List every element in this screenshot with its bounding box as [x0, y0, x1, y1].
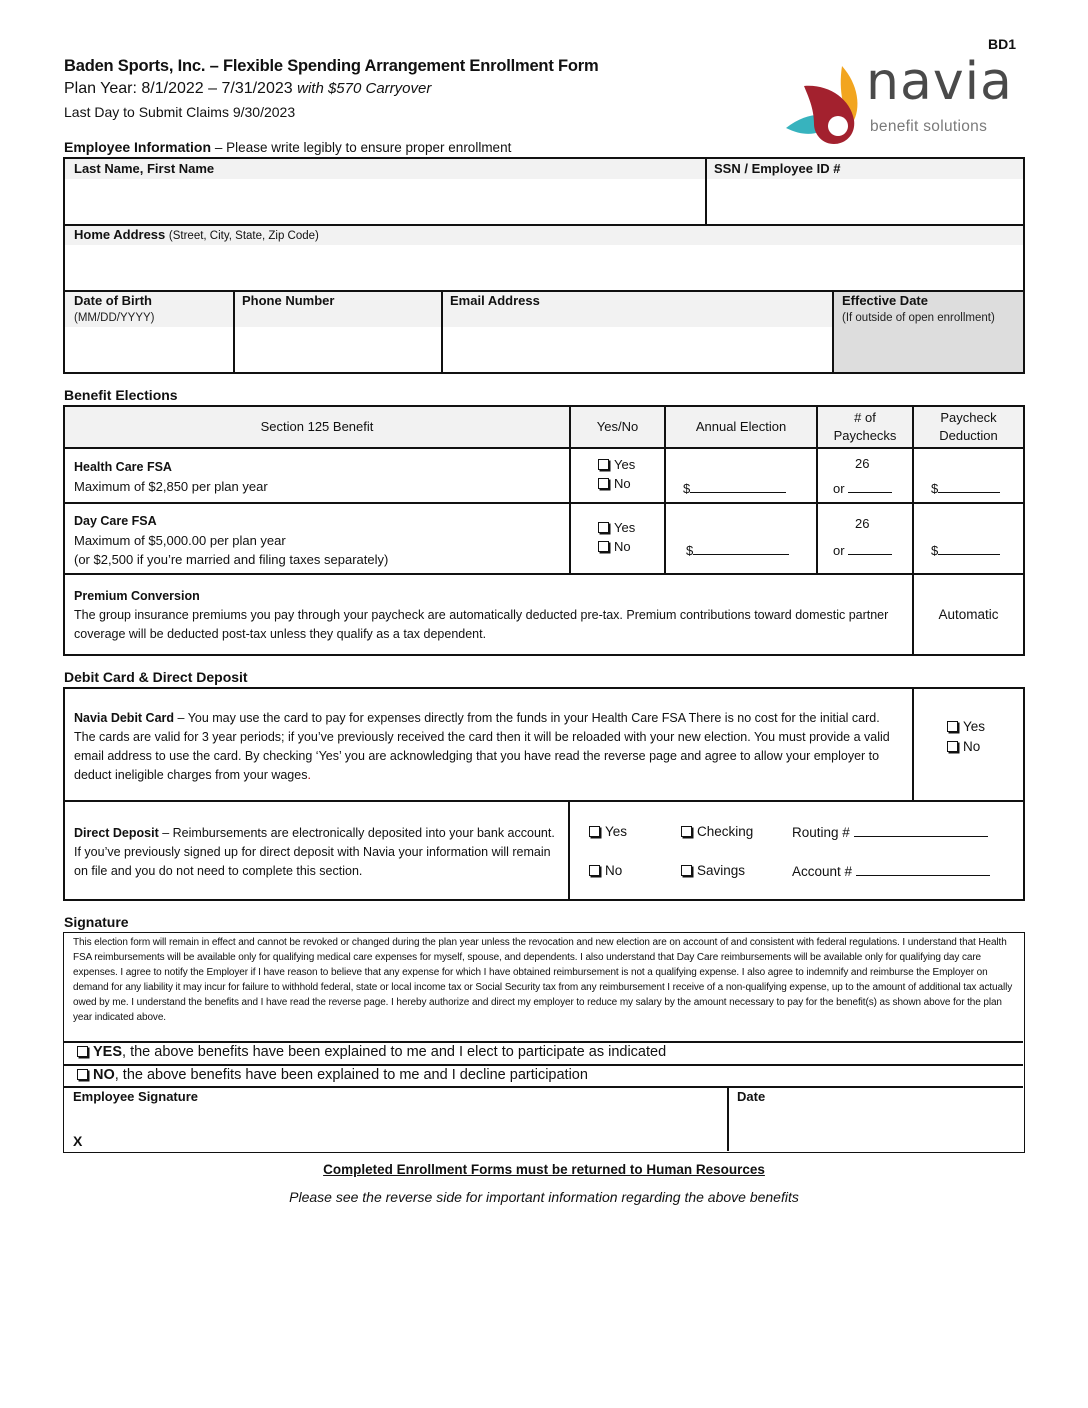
savings-checkbox[interactable] [681, 863, 745, 878]
health-fsa-no-checkbox[interactable] [598, 476, 631, 491]
logo-tagline: benefit solutions [870, 118, 988, 135]
address-label-note: (Street, City, State, Zip Code) [168, 230, 319, 242]
checkbox-label: Savings [697, 863, 746, 878]
debit-deposit-table [63, 687, 1025, 901]
col-header-deduction-line1: Paycheck [940, 410, 997, 425]
daycare-fsa-yes-checkbox[interactable] [598, 520, 635, 535]
checkbox-icon [589, 826, 600, 837]
ssn-field[interactable] [707, 179, 1023, 224]
date-label: Date [737, 1089, 766, 1104]
elect-yes-text: , the above benefits have been explained to me and I elect to participate as indicated [122, 1044, 667, 1060]
reverse-side-note: Please see the reverse side for important information regarding the above benefits [289, 1189, 799, 1205]
dollar-sign: $ [931, 543, 939, 558]
return-instructions [0, 1162, 1088, 1177]
col-header-benefit: Section 125 Benefit [65, 407, 569, 447]
debit-card-text: – You may use the card to pay for expenses directly from the funds in your Health Care FSA There is no cost for the initial card. The cards are valid for 3 year periods; if you’ve previously received the card then it will be reloaded with your new election. You must provide a valid email address to use the card. By checking ‘Yes’ you are acknowledging that you have read the reverse page and agree to allow your employer to deduct ineligible charges from your wages [74, 711, 890, 782]
health-fsa-name: Health Care FSA [74, 460, 172, 474]
checkbox-icon [681, 826, 692, 837]
elect-yes-bold: YES [93, 1044, 123, 1060]
table-row-daycare-fsa [74, 512, 388, 569]
checkbox-label: Yes [963, 719, 986, 734]
table-row-premium-conversion [74, 587, 894, 644]
checkbox-label: Yes [614, 457, 636, 472]
benefit-elections-heading: Benefit Elections [64, 387, 178, 403]
name-label: Last Name, First Name [74, 161, 215, 176]
daycare-fsa-deduction-field[interactable] [931, 542, 1000, 558]
checkbox-label: No [614, 539, 631, 554]
signature-table [63, 932, 1025, 1153]
email-label: Email Address [450, 293, 540, 308]
health-fsa-paychecks-field[interactable] [833, 480, 892, 496]
address-field[interactable] [65, 245, 1023, 290]
checkbox-icon [589, 865, 600, 876]
daycare-fsa-note: (or $2,500 if you’re married and filing taxes separately) [74, 552, 389, 567]
debit-card-no-checkbox[interactable] [947, 739, 980, 754]
employee-signature-label: Employee Signature [73, 1089, 198, 1104]
health-fsa-yes-checkbox[interactable] [598, 457, 635, 472]
checkbox-icon [598, 478, 609, 489]
or-label: or [833, 481, 845, 496]
debit-card-title: Navia Debit Card [74, 711, 175, 725]
dollar-sign: $ [686, 543, 694, 558]
checkbox-label: No [614, 476, 631, 491]
effective-date-label: Effective Date [842, 293, 928, 308]
health-fsa-deduction-field[interactable] [931, 480, 1000, 496]
col-header-yes-no: Yes/No [571, 407, 664, 447]
health-fsa-paychecks-default: 26 [855, 456, 870, 471]
daycare-fsa-paychecks-default: 26 [855, 516, 870, 531]
table-row-health-fsa [74, 458, 268, 496]
name-field[interactable] [65, 179, 705, 224]
col-header-deduction [914, 407, 1023, 447]
elect-yes-checkbox[interactable] [77, 1044, 666, 1060]
col-header-paychecks-line2: Paychecks [833, 428, 897, 443]
premium-conversion-name: Premium Conversion [74, 589, 200, 603]
dob-label: Date of Birth [74, 293, 152, 308]
debit-card-description [74, 709, 904, 785]
debit-card-yes-checkbox[interactable] [947, 719, 985, 734]
signature-x-mark: X [73, 1133, 83, 1149]
premium-conversion-value: Automatic [938, 607, 999, 622]
dollar-sign: $ [931, 481, 939, 496]
signature-legal-text: This election form will remain in effect and cannot be revoked or changed during the plan year unless the revocation and new election are on account of and consistent with federal regulations. I understand that Health FSA reimbursements will be available only for qualifying medical care expenses for myself, spouse, and dependents. I also understand that Day Care reimbursements will be available only for qualifying day care expenses. I agree to notify the Employer if I have reason to believe that any expense for which I have obtained reimbursement is not a qualifying expense. I also agree to indemnify and reimburse the Employer on demand for any liability it may incur for failure to withhold federal, state or local income tax or Social Security tax from any reimbursement I receive of a non-qualifying expense, up to the amount of additional tax actually owed by me. I understand the benefits and I have read the reverse page. I hereby authorize and direct my employer to reduce my salary by the amount necessary to pay for the benefit(s) as shown above for the plan year indicated above. [73, 937, 1013, 1023]
dollar-sign: $ [683, 481, 691, 496]
plan-year [64, 80, 431, 98]
email-field[interactable] [443, 327, 832, 372]
account-label: Account # [792, 864, 853, 879]
checkbox-icon [598, 522, 609, 533]
document-id: BD1 [988, 36, 1017, 52]
checkbox-icon [681, 865, 692, 876]
direct-deposit-yes-checkbox[interactable] [589, 824, 627, 839]
daycare-fsa-no-checkbox[interactable] [598, 539, 631, 554]
daycare-fsa-paychecks-field[interactable] [833, 542, 892, 558]
account-number-field[interactable] [792, 863, 990, 879]
checkbox-icon [77, 1069, 88, 1080]
employee-info-table [63, 157, 1025, 374]
return-instructions-text: Completed Enrollment Forms must be returned to Human Resources [323, 1162, 765, 1177]
checkbox-label: Checking [697, 824, 754, 839]
last-day-to-submit: Last Day to Submit Claims 9/30/2023 [64, 104, 296, 120]
employee-signature-field[interactable] [88, 1105, 724, 1150]
navia-leaf-icon [784, 62, 874, 148]
navia-logo [784, 52, 1029, 148]
col-header-deduction-line2: Deduction [939, 428, 998, 443]
elect-no-text: , the above benefits have been explained to me and I decline participation [114, 1067, 588, 1083]
phone-label: Phone Number [242, 293, 335, 308]
daycare-fsa-max: Maximum of $5,000.00 per plan year [74, 533, 286, 548]
checkbox-icon [598, 541, 609, 552]
carryover-note: with $570 Carryover [297, 80, 432, 97]
benefit-elections-table [63, 405, 1025, 656]
form-title: Baden Sports, Inc. – Flexible Spending Arrangement Enrollment Form [64, 57, 599, 75]
direct-deposit-text: – Reimbursements are electronically deposited into your bank account. If you’ve previously signed up for direct deposit with Navia your information will remain on file and you do not need to complete this section. [74, 826, 555, 878]
checkbox-label: Yes [614, 520, 636, 535]
employee-info-title: Employee Information [64, 139, 212, 155]
direct-deposit-title: Direct Deposit [74, 826, 159, 840]
debit-card-period: . [307, 768, 311, 782]
checkbox-icon [598, 459, 609, 470]
or-label: or [833, 543, 845, 558]
debit-deposit-heading: Debit Card & Direct Deposit [64, 669, 248, 685]
effective-date-field[interactable] [834, 327, 1023, 372]
col-header-paychecks [818, 407, 912, 447]
ssn-label: SSN / Employee ID # [714, 161, 841, 176]
effective-date-note: (If outside of open enrollment) [842, 312, 995, 324]
checkbox-icon [77, 1046, 88, 1057]
col-header-annual-election: Annual Election [666, 407, 816, 447]
daycare-fsa-name: Day Care FSA [74, 514, 157, 528]
address-label [74, 227, 319, 242]
daycare-fsa-annual-election-field[interactable] [686, 542, 789, 558]
signature-date-field[interactable] [730, 1105, 1022, 1150]
employee-info-note: – Please write legibly to ensure proper enrollment [214, 140, 512, 155]
col-header-paychecks-line1: # of [854, 410, 876, 425]
signature-heading: Signature [64, 914, 129, 930]
address-label-text: Home Address [74, 227, 166, 242]
direct-deposit-no-checkbox[interactable] [589, 863, 622, 878]
dob-field[interactable] [65, 327, 233, 372]
dob-format-note: (MM/DD/YYYY) [74, 312, 155, 324]
checkbox-label: No [605, 863, 623, 878]
employee-info-heading [64, 139, 511, 155]
health-fsa-annual-election-field[interactable] [683, 480, 786, 496]
checkbox-label: Yes [605, 824, 628, 839]
plan-year-range: Plan Year: 8/1/2022 – 7/31/2023 [64, 80, 293, 97]
logo-wordmark: navia [866, 52, 1013, 112]
elect-no-bold: NO [93, 1067, 115, 1083]
phone-field[interactable] [235, 327, 441, 372]
direct-deposit-description [74, 824, 559, 881]
checkbox-icon [947, 721, 958, 732]
checkbox-icon [947, 741, 958, 752]
health-fsa-max: Maximum of $2,850 per plan year [74, 479, 268, 494]
routing-number-field[interactable] [792, 824, 988, 840]
routing-label: Routing # [792, 825, 850, 840]
checkbox-label: No [963, 739, 981, 754]
premium-conversion-desc: The group insurance premiums you pay through your paycheck are automatically deducted pre-tax. Premium contributions toward domestic partner coverage will be deducted post-tax unless they qualify as a tax dependent. [74, 608, 889, 641]
checking-checkbox[interactable] [681, 824, 753, 839]
elect-no-checkbox[interactable] [77, 1067, 588, 1083]
